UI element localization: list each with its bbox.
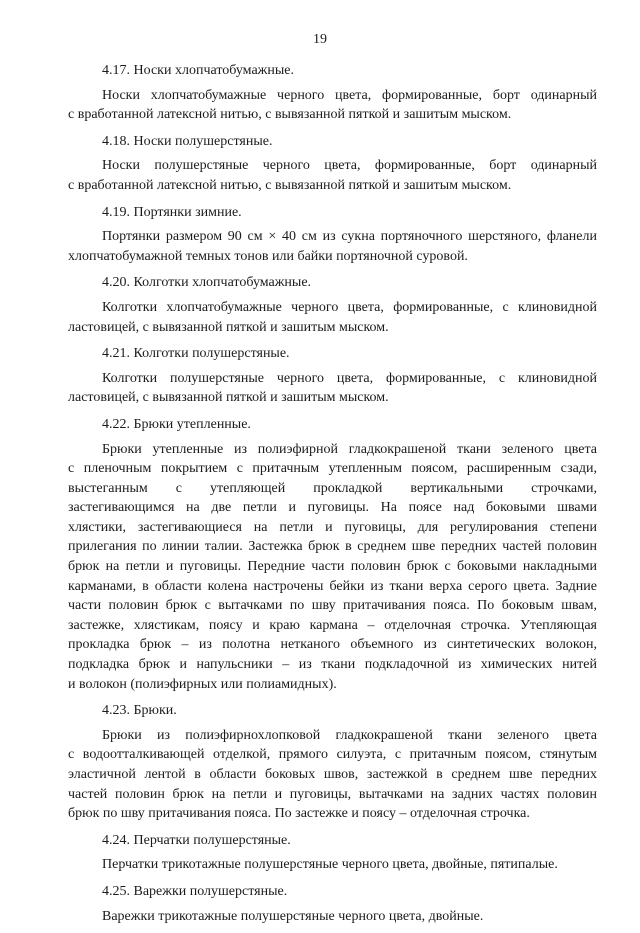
section-paragraph	[68, 855, 597, 875]
section-heading: 4.17. Носки хлопчатобумажные.	[102, 63, 294, 78]
text-line: с водоотталкивающей отделкой, прямого силуэта, с притачным поясом, стянутым	[68, 747, 597, 763]
section-paragraph	[68, 369, 597, 408]
text-line: застежке, хлястикам, поясу и краю кармана – отделочная строчка. Утепляющая	[68, 617, 597, 633]
text-line: эластичной лентой в области боковых швов, застежкой в среднем шве передних	[68, 767, 597, 782]
section-paragraph	[68, 440, 597, 695]
text-line: и волокон (полиэфирных или полиамидных).	[68, 676, 337, 692]
text-line: Портянки размером 90 см × 40 см из сукна портяночного шерстяного, фланели	[102, 229, 597, 245]
text-line: частей половин брюк на петли и пуговицы, вытачками на задних частях половин	[68, 786, 597, 802]
section-heading: 4.19. Портянки зимние.	[102, 204, 242, 220]
text-line: брюк на петли и пуговицы. Передние части половин брюк с боковыми накладными	[68, 559, 597, 575]
text-line: Перчатки трикотажные полушерстяные черного цвета, двойные, пятипалые.	[102, 857, 558, 873]
section-paragraph	[68, 907, 597, 927]
text-line: Брюки утепленные из полиэфирной гладкокрашеной ткани зеленого цвета	[102, 441, 597, 457]
section-heading: 4.20. Колготки хлопчатобумажные.	[102, 275, 312, 291]
text-line: застегивающимся на две петли и пуговицы. На поясе над боковыми швами	[68, 500, 597, 516]
section-paragraph	[68, 86, 597, 125]
text-line: Брюки из полиэфирнохлопковой гладкокрашеной ткани зеленого цвета	[102, 727, 597, 743]
section-heading: 4.21. Колготки полушерстяные.	[102, 346, 290, 362]
document-body	[68, 61, 597, 933]
text-line: хлопчатобумажной темных тонов или байки портяночной суровой.	[68, 248, 468, 264]
text-line: ластовицей, с вывязанной пяткой и зашитым мыском.	[68, 319, 389, 335]
section-paragraph	[68, 156, 597, 195]
text-line: подкладка брюк и напульсники – из ткани подкладочной из химических нитей	[68, 657, 597, 673]
text-line: Колготки полушерстяные черного цвета, формированные, с клиновидной	[102, 370, 597, 386]
text-line: ластовицей, с вывязанной пяткой и зашитым мыском.	[68, 390, 389, 406]
section-paragraph	[68, 227, 597, 266]
section-heading: 4.22. Брюки утепленные.	[102, 416, 251, 432]
text-line: с пленочным покрытием с притачным утепленным поясом, расширенным сзади,	[68, 461, 597, 477]
text-line: с вработанной латексной нитью, с вывязанной пяткой и зашитым мыском.	[68, 107, 512, 123]
text-line: Варежки трикотажные полушерстяные черного цвета, двойные.	[102, 908, 484, 924]
section-heading: 4.18. Носки полушерстяные.	[102, 133, 273, 149]
section-paragraph	[68, 298, 597, 337]
text-line: хлястики, застегивающиеся на петли и пуговицы, для регулирования степени	[68, 519, 597, 535]
text-line: Носки хлопчатобумажные черного цвета, формированные, борт одинарный	[102, 87, 597, 103]
section-paragraph	[68, 726, 597, 824]
section-heading: 4.25. Варежки полушерстяные.	[102, 883, 288, 899]
text-line: с вработанной латексной нитью, с вывязанной пяткой и зашитым мыском.	[68, 177, 512, 193]
text-line: карманами, в области колена настрочены бейки из ткани верха серого цвета. Задние	[68, 578, 597, 594]
text-line: части половин брюк с вытачками по шву притачивания пояса. По боковым швам,	[68, 598, 597, 614]
page-number: 19	[313, 32, 327, 47]
section-heading: 4.24. Перчатки полушерстяные.	[102, 832, 291, 848]
text-line: прилегания по линии талии. Застежка брюк в среднем шве передних частей половин	[68, 539, 597, 555]
text-line: прокладка брюк – из полотна нетканого объемного из синтетических волокон,	[68, 637, 597, 653]
text-line: выстеганным с утепляющей прокладкой вертикальными строчками,	[68, 480, 597, 496]
text-line: Колготки хлопчатобумажные черного цвета, формированные, с клиновидной	[102, 299, 597, 315]
text-line: Носки полушерстяные черного цвета, формированные, борт одинарный	[102, 158, 597, 174]
section-heading: 4.23. Брюки.	[102, 703, 177, 719]
text-line: брюк по шву притачивания пояса. По застежке и поясу – отделочная строчка.	[68, 806, 530, 822]
